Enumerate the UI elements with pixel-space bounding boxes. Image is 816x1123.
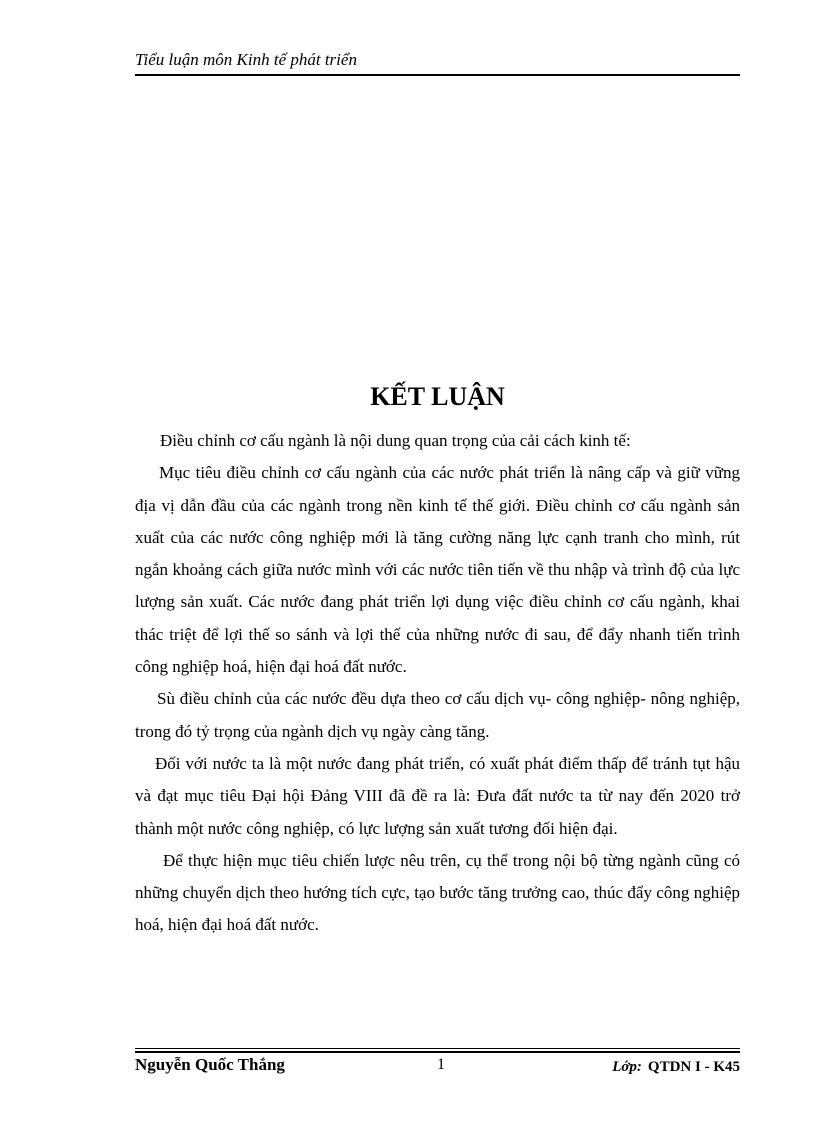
- document-title: KẾT LUẬN: [370, 382, 505, 411]
- header-title: Tiểu luận môn Kinh tế phát triển: [135, 50, 357, 69]
- footer-divider: [135, 1048, 740, 1053]
- paragraph-2: Mục tiêu điều chỉnh cơ cấu ngành của các nước phát triển là nâng cấp và giữ vững địa vị dẫn đầu của các ngành trong nền kinh tế thế giới. Điều chỉnh cơ cấu ngành sản xuất của các nước công nghiệp mới là tăng cường năng lực cạnh tranh cho mình, rút ngắn khoảng cách giữa nước mình với các nước tiên tiến về thu nhập và trình độ của lực lượng sản xuất. Các nước đang phát triển lợi dụng việc điều chỉnh cơ cấu ngành, khai thác triệt để lợi thế so sánh và lợi thế của những nước đi sau, để đẩy nhanh tiến trình công nghiệp hoá, hiện đại hoá đất nước.: [135, 463, 740, 677]
- footer-class: [612, 1056, 740, 1078]
- footer-class-label: Lớp:: [612, 1059, 642, 1075]
- footer-author: Nguyễn Quốc Thắng: [135, 1055, 285, 1074]
- page-header: [135, 50, 740, 76]
- paragraph-5: Để thực hiện mục tiêu chiến lược nêu trên, cụ thể trong nội bộ từng ngành cũng có những chuyển dịch theo hướng tích cực, tạo bước tăng trưởng cao, thúc đẩy công nghiệp hoá, hiện đại hoá đất nước.: [135, 850, 740, 935]
- paragraph-1: Điều chỉnh cơ cấu ngành là nội dung quan trọng của cải cách kinh tế:: [160, 431, 631, 450]
- page-number: 1: [437, 1056, 445, 1073]
- paragraph-3: Sù điều chỉnh của các nước đều dựa theo cơ cấu dịch vụ- công nghiệp- nông nghiệp, trong đó tỷ trọng của ngành dịch vụ ngày càng tăng.: [135, 689, 740, 741]
- document-body: [135, 425, 740, 942]
- footer-class-value: QTDN I - K45: [647, 1059, 740, 1075]
- paragraph-4: Đối với nước ta là một nước đang phát triển, có xuất phát điểm thấp để tránh tụt hậu và đạt mục tiêu Đại hội Đảng VIII đã đề ra là: Đưa đất nước ta từ nay đến 2020 trở thành một nước công nghiệp, có lực lượng sản xuất tương đối hiện đại.: [135, 753, 740, 838]
